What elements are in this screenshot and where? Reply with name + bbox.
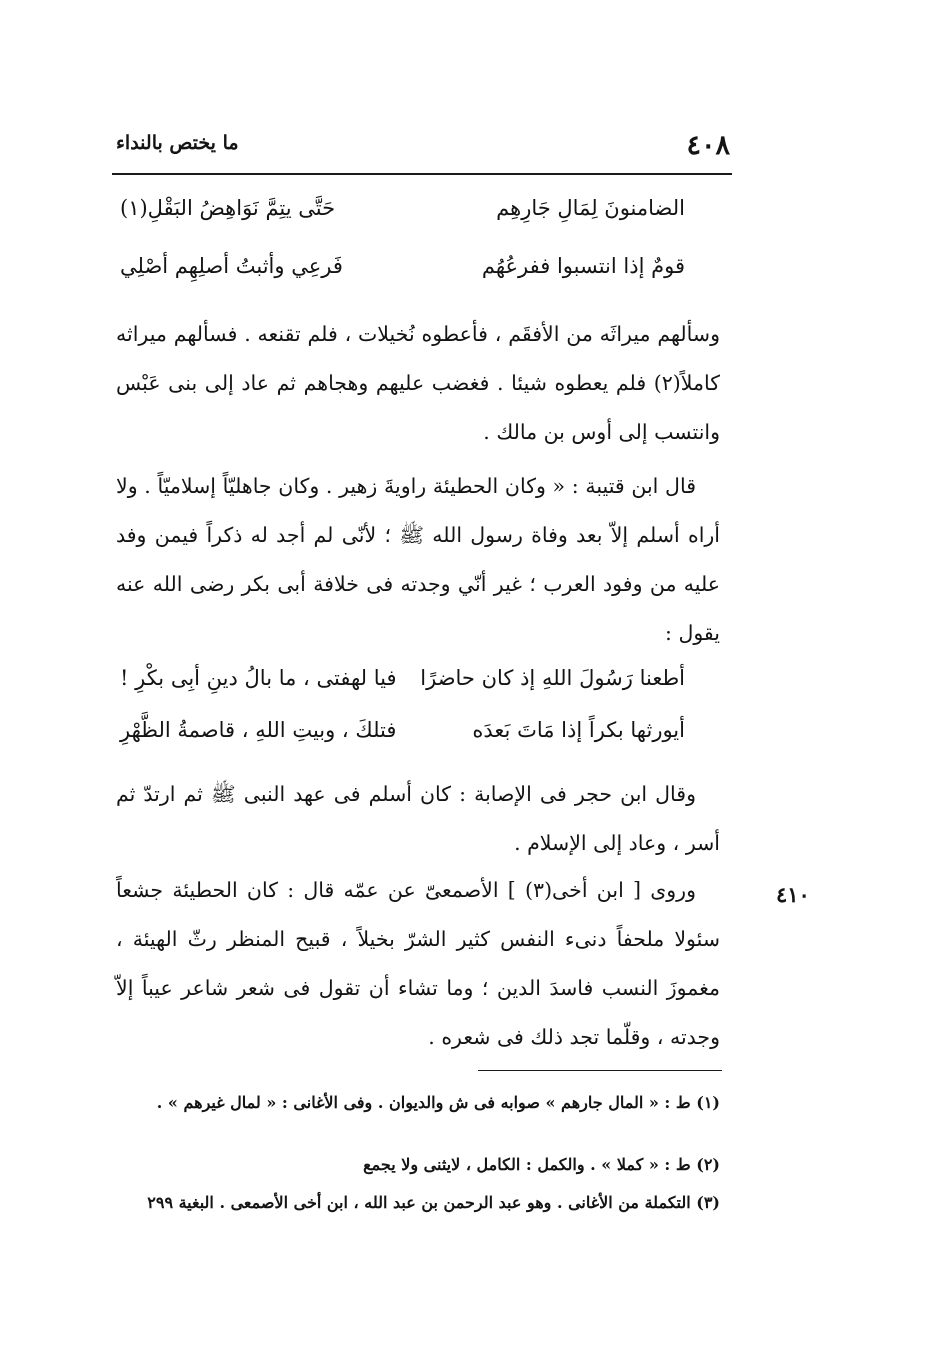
paragraph-inheritance: وسألهم ميراثَه من الأفقَم ، فأعطوه نُخيلات ، فلم تقنعه . فسألهم ميراثه كاملاً(٢) فلم يعطوه شيئا . فغضب عليهم وهجاهم ثم عاد إلى بنى عَبْس وانتسب إلى أوس بن مالك . [116,322,720,444]
verse-line [120,666,685,706]
verse-hemistich-first: الضامنونَ لِمَالِ جَارِهِم [496,196,685,220]
page-header [112,130,732,176]
footnote-1: (١) ط : « المال جارهم » صوابه فى ش والديوان . وفى الأغانى : « لمال غيرهم » . [156,1093,720,1112]
footnote-2: (٢) ط : « كملا » . والكمل : الكامل ، لايثنى ولا يجمع [363,1155,720,1174]
verse-hemistich-second: فتلكَ ، وبيتِ اللهِ ، قاصمةُ الظَّهْرِ [120,718,397,742]
verse-hemistich-second: حَتَّى يتِمَّ نَوَاهِضُ البَقْلِ(١) [120,196,336,220]
footnote-3: (٣) التكملة من الأغانى . وهو عبد الرحمن بن عبد الله ، ابن أخى الأصمعى . البغية ٢٩٩ [147,1193,720,1212]
paragraph-ibn-qutaybah: قال ابن قتيبة : « وكان الحطيئة راويةَ زهير . وكان جاهليّاً إسلاميّاً . ولا أراه أسلم إلاّ بعد وفاة رسول الله ﷺ ؛ لأنّى لم أجد له ذكراً فيمن وفد عليه من وفود العرب ؛ غير أنّي وجدته فى خلافة أبى بكر رضى الله عنه يقول : [116,474,720,645]
verse-hemistich-second: فَرعِي وأثبتُ أصلِهِم أصْلِي [120,254,343,278]
margin-page-number: ٤١٠ [776,882,810,907]
verse-hemistich-first: أطعنا رَسُولَ اللهِ إذ كان حاضرًا [420,666,685,690]
verse-hemistich-first: أيورثها بكراً إذا مَاتَ بَعدَه [472,718,685,742]
footnote-divider [478,1070,722,1071]
verse-hemistich-first: قومٌ إذا انتسبوا ففرعُهُم [481,254,685,278]
header-divider [112,173,732,175]
verse-line [120,196,685,236]
paragraph-ibn-hajar: وقال ابن حجر فى الإصابة : كان أسلم فى عهد النبى ﷺ ثم ارتدّ ثم أسر ، وعاد إلى الإسلام . [116,782,720,855]
page-number: ٤٠٨ [686,130,730,161]
running-title: ما يختص بالنداء [116,132,239,154]
verse-line [120,254,685,294]
paragraph-asmai: وروى [ ابن أخى(٣) ] الأصمعىّ عن عمّه قال : كان الحطيئة جشعاً سئولا ملحفاً دنىء النفس كثير الشرّ بخيلاً ، قبيح المنظر رثّ الهيئة ، مغموزَ النسب فاسدَ الدين ؛ وما تشاء أن تقول فى شعر شاعر عيباً إلاّ وجدته ، وقلّما تجد ذلك فى شعره . [116,878,720,1049]
verse-line [120,718,685,758]
verse-hemistich-second: فيا لهفتى ، ما بالُ دينِ أبِى بكْرِ ! [120,666,397,690]
